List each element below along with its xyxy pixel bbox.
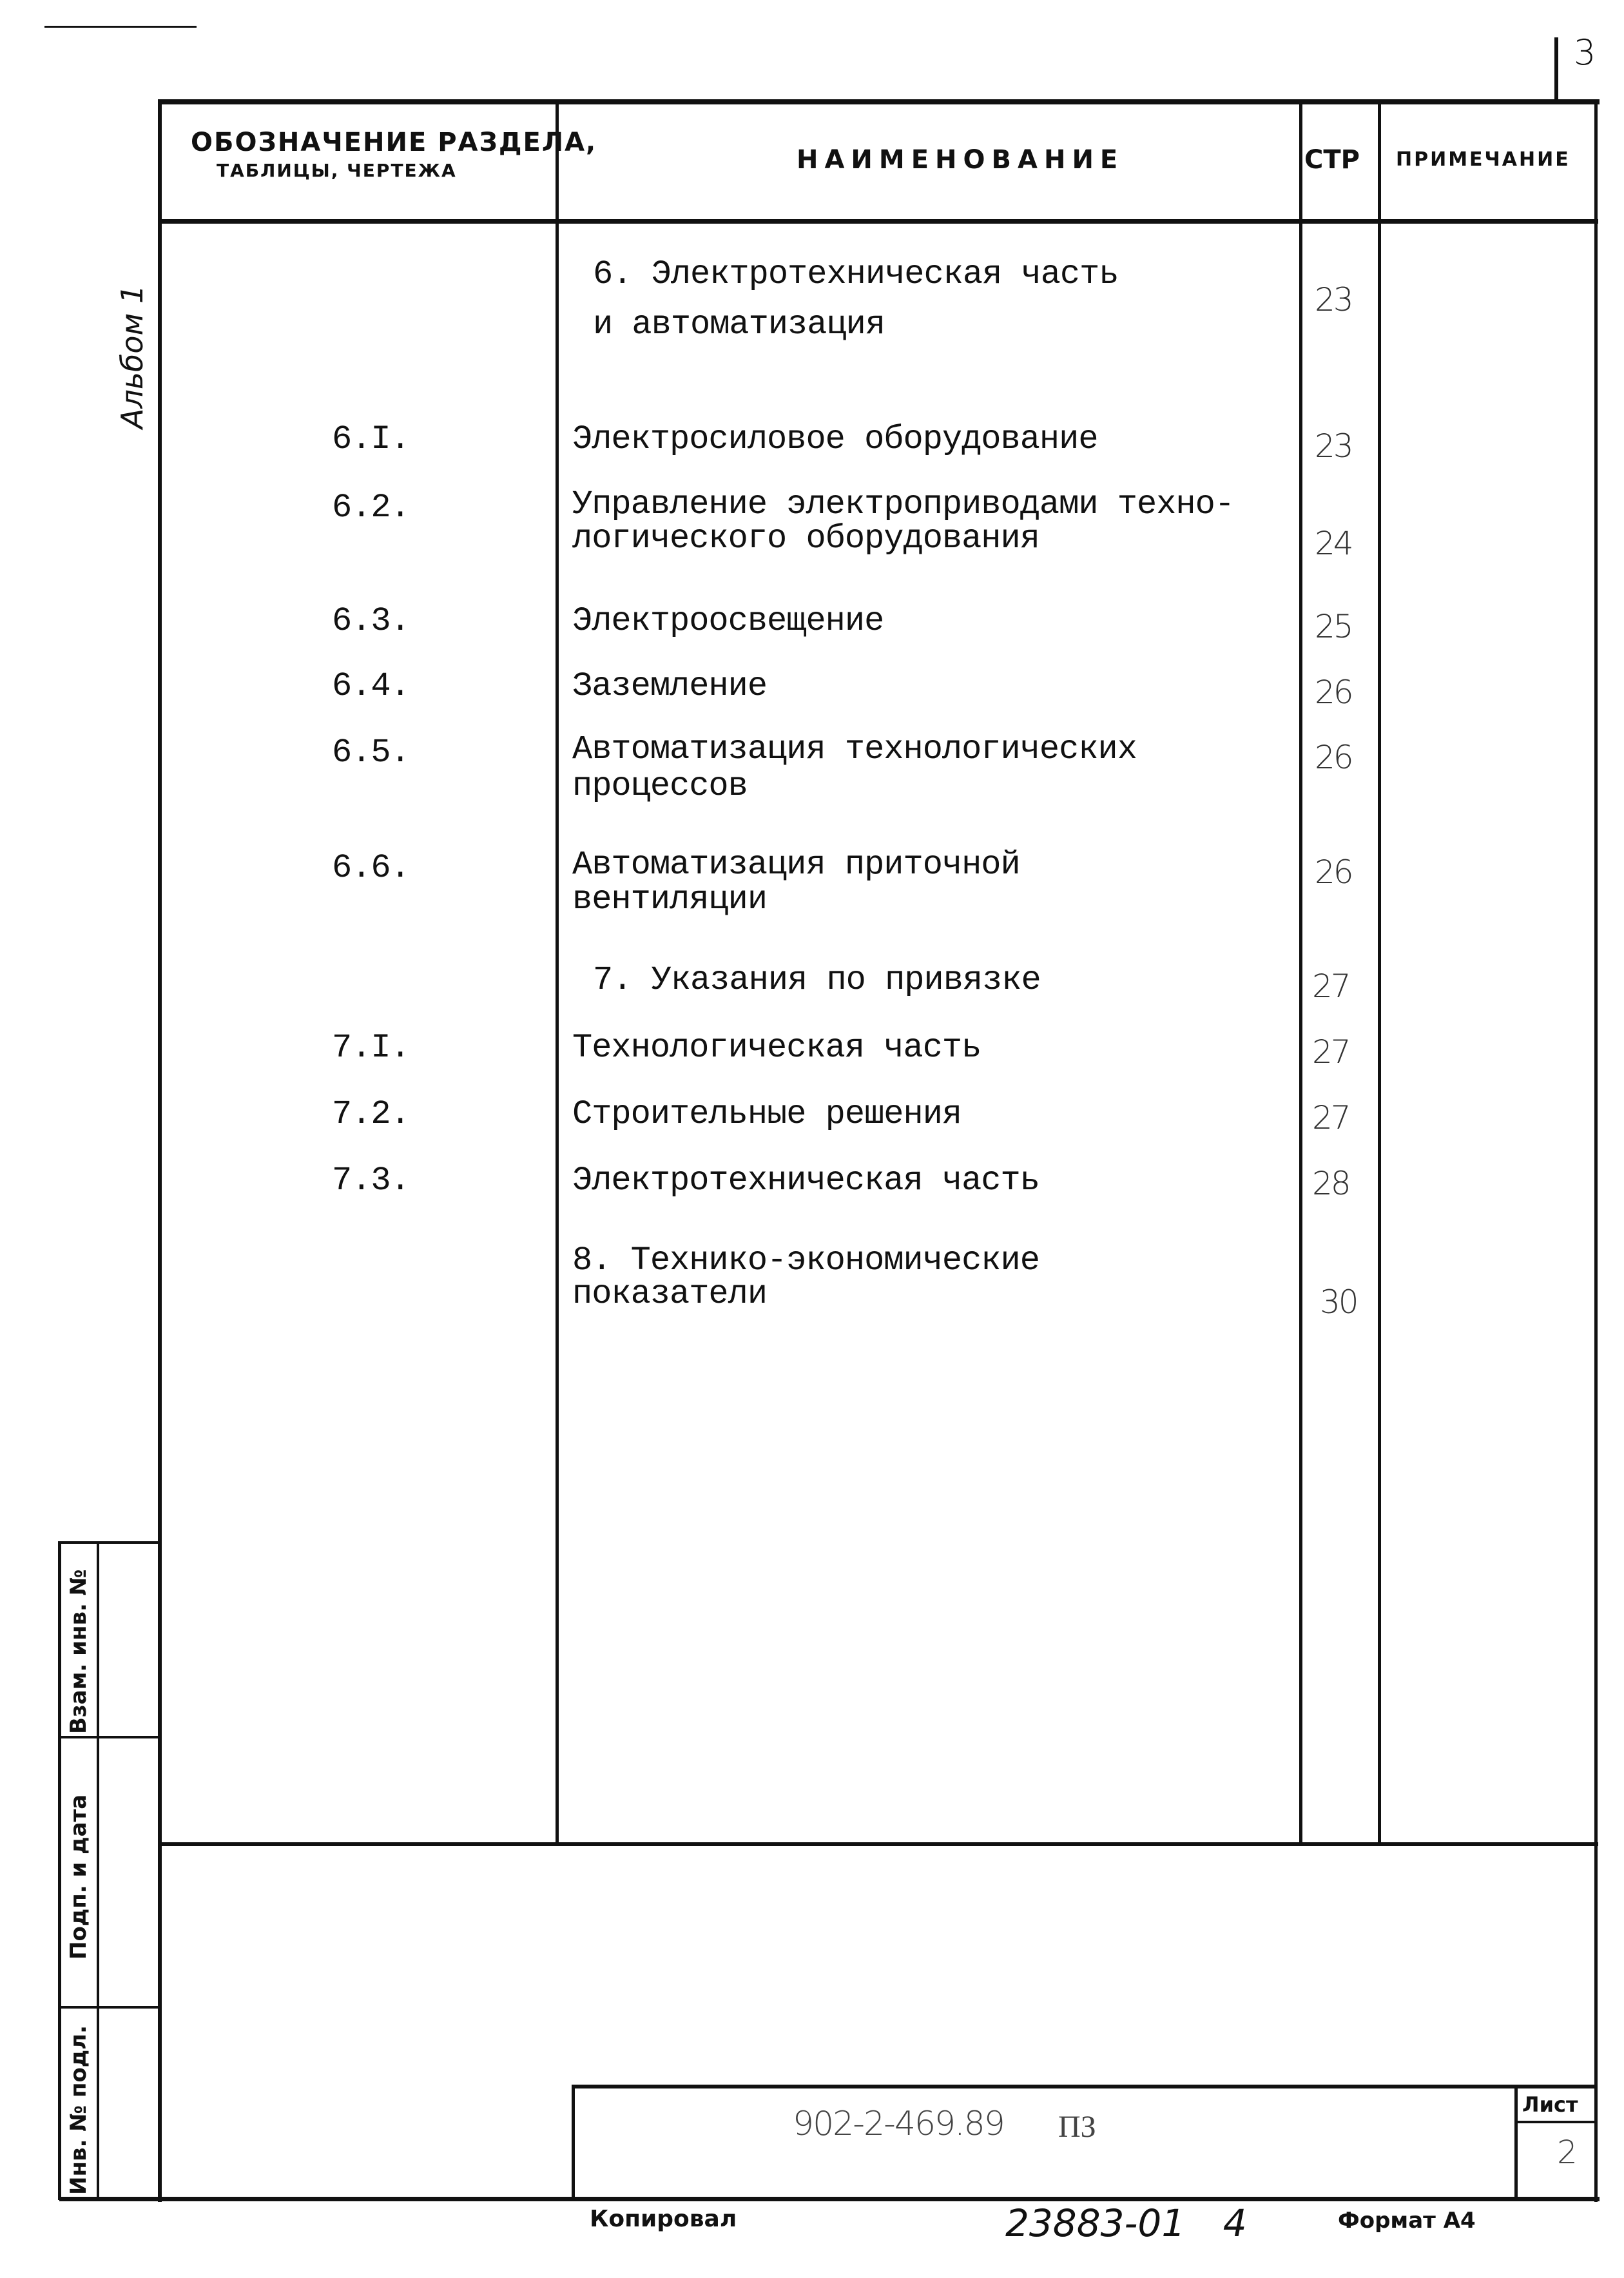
row-name: логического оборудования (572, 520, 1039, 558)
row-name: Управление электроприводами техно- (572, 485, 1234, 523)
row-page: 27 (1312, 1033, 1349, 1071)
row-name: Технологическая часть (572, 1029, 981, 1067)
header-bottom (159, 219, 1598, 224)
row-name: Электроосвещение (572, 602, 884, 640)
header-name: НАИМЕНОВАНИЕ (797, 145, 1125, 175)
side-strip-top (58, 1541, 160, 1544)
page-corner-number: 3 (1574, 32, 1596, 73)
row-number: 6.2. (332, 489, 410, 527)
row-name: Электротехническая часть (572, 1162, 1039, 1200)
footer-number-main: 23883-01 (1005, 2201, 1186, 2245)
corner-rule (1554, 37, 1558, 101)
row-number: 6.I. (332, 420, 410, 458)
row-page: 26 (1315, 674, 1352, 711)
row-name: 8. Технико-экономические (572, 1241, 1039, 1280)
frame-right (1594, 99, 1598, 2202)
row-number: 6.4. (332, 667, 410, 705)
header-designation: ОБОЗНАЧЕНИЕ РАЗДЕЛА, (191, 128, 597, 157)
header-designation-line2: ТАБЛИЦЫ, ЧЕРТЕЖА (217, 160, 457, 181)
title-block-left (572, 2085, 575, 2199)
row-name: показатели (572, 1275, 768, 1313)
frame-top (159, 99, 1600, 104)
row-name: Автоматизация приточной (572, 846, 1020, 884)
footer-number (1005, 2201, 1247, 2245)
album-label: Альбом 1 (115, 284, 150, 429)
side-strip-left (58, 1543, 61, 2200)
frame-left (158, 99, 162, 2202)
sheet-number: 2 (1557, 2134, 1578, 2171)
side-strip-mid (97, 1543, 99, 2200)
row-name: и автоматизация (593, 306, 885, 344)
header-page: СТР (1304, 145, 1360, 175)
side-label-signature-date: Подп. и дата (66, 1794, 92, 1960)
footer-format: Формат А4 (1338, 2208, 1476, 2234)
row-page: 26 (1315, 853, 1352, 891)
row-page: 26 (1315, 739, 1352, 776)
row-page: 25 (1315, 608, 1352, 645)
footer-number-suffix: 4 (1223, 2201, 1247, 2245)
row-page: 27 (1312, 968, 1349, 1005)
col-divider-2 (1299, 101, 1302, 1844)
side-strip-sep-2 (58, 2006, 160, 2009)
document-type: ПЗ (1058, 2110, 1096, 2144)
title-block-sheet-sep (1516, 2121, 1597, 2123)
row-page: 30 (1320, 1283, 1357, 1321)
top-left-rule (44, 26, 197, 28)
row-number: 7.I. (332, 1029, 410, 1067)
row-page: 24 (1315, 525, 1352, 562)
row-name: 7. Указания по привязке (593, 961, 1041, 999)
row-number: 6.5. (332, 734, 410, 772)
row-page: 23 (1315, 281, 1352, 318)
title-block-sheet-divider (1514, 2085, 1518, 2199)
side-strip-sep-1 (58, 1736, 160, 1738)
row-name: Автоматизация технологических (572, 730, 1137, 768)
col-divider-1 (556, 101, 559, 1844)
row-name: 6. Электротехническая часть (593, 255, 1119, 293)
title-block-top (573, 2085, 1598, 2088)
side-label-original-inv: Инв. № подл. (66, 2025, 92, 2195)
footer-copied: Копировал (590, 2206, 737, 2232)
row-page: 27 (1312, 1099, 1349, 1136)
row-number: 7.2. (332, 1095, 410, 1133)
row-page: 28 (1312, 1165, 1349, 1202)
sheet-label: Лист (1522, 2092, 1578, 2117)
table-bottom (159, 1842, 1598, 1846)
header-note: ПРИМЕЧАНИЕ (1396, 148, 1571, 171)
row-number: 6.3. (332, 602, 410, 640)
row-page: 23 (1315, 427, 1352, 465)
row-name: Заземление (572, 667, 768, 705)
row-number: 6.6. (332, 849, 410, 887)
frame-bottom (59, 2197, 1600, 2201)
row-number: 7.3. (332, 1162, 410, 1200)
col-divider-3 (1378, 101, 1381, 1844)
row-name: процессов (572, 767, 748, 805)
side-label-replaced-inv: Взам. инв. № (66, 1569, 92, 1734)
document-code: 902-2-469.89 (793, 2105, 1004, 2143)
row-name: Электросиловое оборудование (572, 420, 1098, 458)
row-name: вентиляции (572, 881, 768, 919)
row-name: Строительные решения (572, 1095, 962, 1133)
